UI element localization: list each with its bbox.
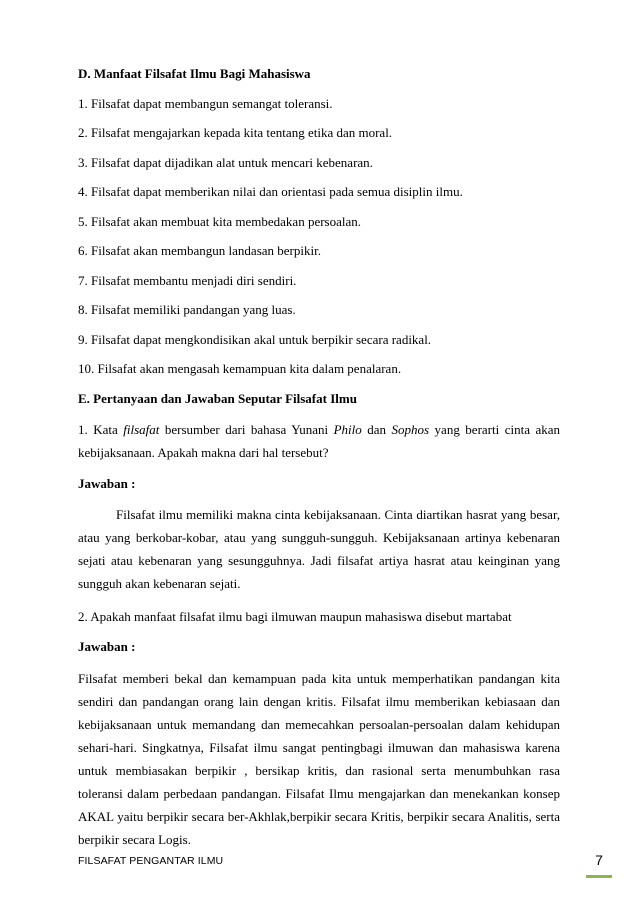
page-number-underline bbox=[586, 875, 612, 878]
list-item: 8. Filsafat memiliki pandangan yang luas. bbox=[78, 302, 296, 317]
page-content bbox=[78, 64, 560, 860]
section-e-heading: E. Pertanyaan dan Jawaban Seputar Filsafat Ilmu bbox=[78, 390, 357, 406]
question-1-mid1: bersumber dari bahasa Yunani bbox=[159, 422, 334, 437]
question-1-prefix: 1. Kata bbox=[78, 422, 124, 437]
page-number: 7 bbox=[595, 852, 603, 868]
footer-title: FILSAFAT PENGANTAR ILMU bbox=[78, 855, 224, 867]
list-item: 6. Filsafat akan membangun landasan berpikir. bbox=[78, 243, 321, 258]
answer-label-2: Jawaban : bbox=[78, 639, 136, 654]
answer-2: Filsafat memberi bekal dan kemampuan pada kita untuk memperhatikan pandangan kita sendiri dan pandangan orang lain dengan kritis. Filsafat ilmu memberikan kebiasaan dan kebijaksanaan untuk memandang dan memecahkan persoalan-persoalan dalam kehidupan sehari-hari. Singkatnya, Filsafat ilmu sangat pentingbagi ilmuwan dan mahasiswa karena untuk membiasakan berpikir , bersikap kritis, dan rasional serta menumbuhkan rasa toleransi dalam perbedaan pandangan. Filsafat Ilmu mengajarkan dan menekankan konsep AKAL yaitu berpikir secara ber-Akhlak,berpikir secara Kritis, berpikir secara Analitis, serta berpikir secara Logis. bbox=[78, 670, 560, 847]
question-1-suffix: yang berarti cinta akan kebijaksanaan. Apakah makna dari hal tersebut? bbox=[78, 422, 561, 460]
list-item: 7. Filsafat membantu menjadi diri sendiri. bbox=[78, 272, 297, 288]
answer-label-1: Jawaban : bbox=[78, 475, 136, 491]
list-item: 10. Filsafat akan mengasah kemampuan kita dalam penalaran. bbox=[78, 361, 402, 376]
term-sophos: Sophos bbox=[391, 422, 430, 437]
term-philo: Philo bbox=[333, 422, 362, 437]
list-item: 3. Filsafat dapat dijadikan alat untuk mencari kebenaran. bbox=[78, 154, 373, 170]
list-item: 2. Filsafat mengajarkan kepada kita tentang etika dan moral. bbox=[78, 125, 393, 140]
term-filsafat: filsafat bbox=[123, 422, 160, 437]
list-item: 9. Filsafat dapat mengkondisikan akal untuk berpikir secara radikal. bbox=[78, 331, 432, 347]
list-item: 1. Filsafat dapat membangun semangat toleransi. bbox=[78, 95, 333, 111]
list-item: 4. Filsafat dapat memberikan nilai dan orientasi pada semua disiplin ilmu. bbox=[78, 184, 463, 199]
list-item: 5. Filsafat akan membuat kita membedakan persoalan. bbox=[78, 213, 362, 229]
question-2: 2. Apakah manfaat filsafat ilmu bagi ilmuwan maupun mahasiswa disebut martabat bbox=[78, 608, 512, 624]
section-d-heading: D. Manfaat Filsafat Ilmu Bagi Mahasiswa bbox=[78, 66, 311, 81]
question-1 bbox=[78, 418, 560, 464]
question-1-mid2: dan bbox=[361, 422, 392, 437]
answer-1: Filsafat ilmu memiliki makna cinta kebijaksanaan. Cinta diartikan hasrat yang besar, atau yang berkobar-kobar, atau yang sungguh-sungguh. Kebijaksanaan artinya kebenaran sejati atau kebenaran yang sesungguhnya. Jadi filsafat artiya hasrat atau keinginan yang sungguh akan kebenaran sejati. bbox=[78, 507, 560, 591]
